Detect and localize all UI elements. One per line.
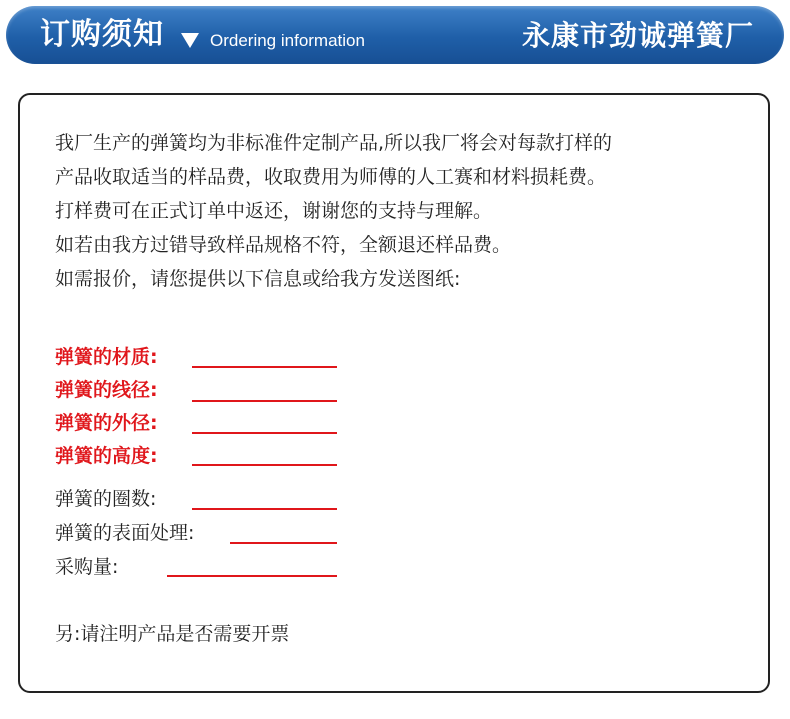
invoice-note: 另:请注明产品是否需要开票: [55, 623, 290, 645]
intro-line: 如若由我方过错导致样品规格不符，全额退还样品费。: [55, 234, 512, 256]
field-label-surface-treatment: 弹簧的表面处理:: [55, 522, 195, 544]
intro-text: [55, 126, 612, 296]
field-blank-coils[interactable]: [192, 508, 337, 510]
header-banner: [6, 6, 784, 64]
field-blank-material[interactable]: [192, 366, 337, 368]
field-blank-quantity[interactable]: [167, 575, 337, 577]
field-label-wire-diameter: 弹簧的线径:: [55, 379, 158, 401]
field-label-quantity: 采购量:: [55, 556, 119, 578]
intro-line: 产品收取适当的样品费，收取费用为师傅的人工赛和材料损耗费。: [55, 166, 607, 188]
field-label-height: 弹簧的高度:: [55, 445, 158, 467]
field-label-outer-diameter: 弹簧的外径:: [55, 412, 158, 434]
header-title: 订购须知: [40, 17, 164, 52]
intro-line: 打样费可在正式订单中返还，谢谢您的支持与理解。: [55, 200, 493, 222]
company-name: 永康市劲诚弹簧厂: [521, 19, 754, 52]
header-subtitle: Ordering information: [210, 31, 365, 50]
intro-line: 我厂生产的弹簧均为非标准件定制产品,所以我厂将会对每款打样的: [55, 132, 613, 154]
triangle-down-icon: [181, 33, 199, 48]
intro-line: 如需报价，请您提供以下信息或给我方发送图纸:: [55, 268, 461, 290]
field-blank-outer-diameter[interactable]: [192, 432, 337, 434]
field-label-coils: 弹簧的圈数:: [55, 488, 157, 510]
field-label-material: 弹簧的材质:: [55, 346, 158, 368]
field-blank-surface-treatment[interactable]: [230, 542, 337, 544]
field-blank-height[interactable]: [192, 464, 337, 466]
field-blank-wire-diameter[interactable]: [192, 400, 337, 402]
